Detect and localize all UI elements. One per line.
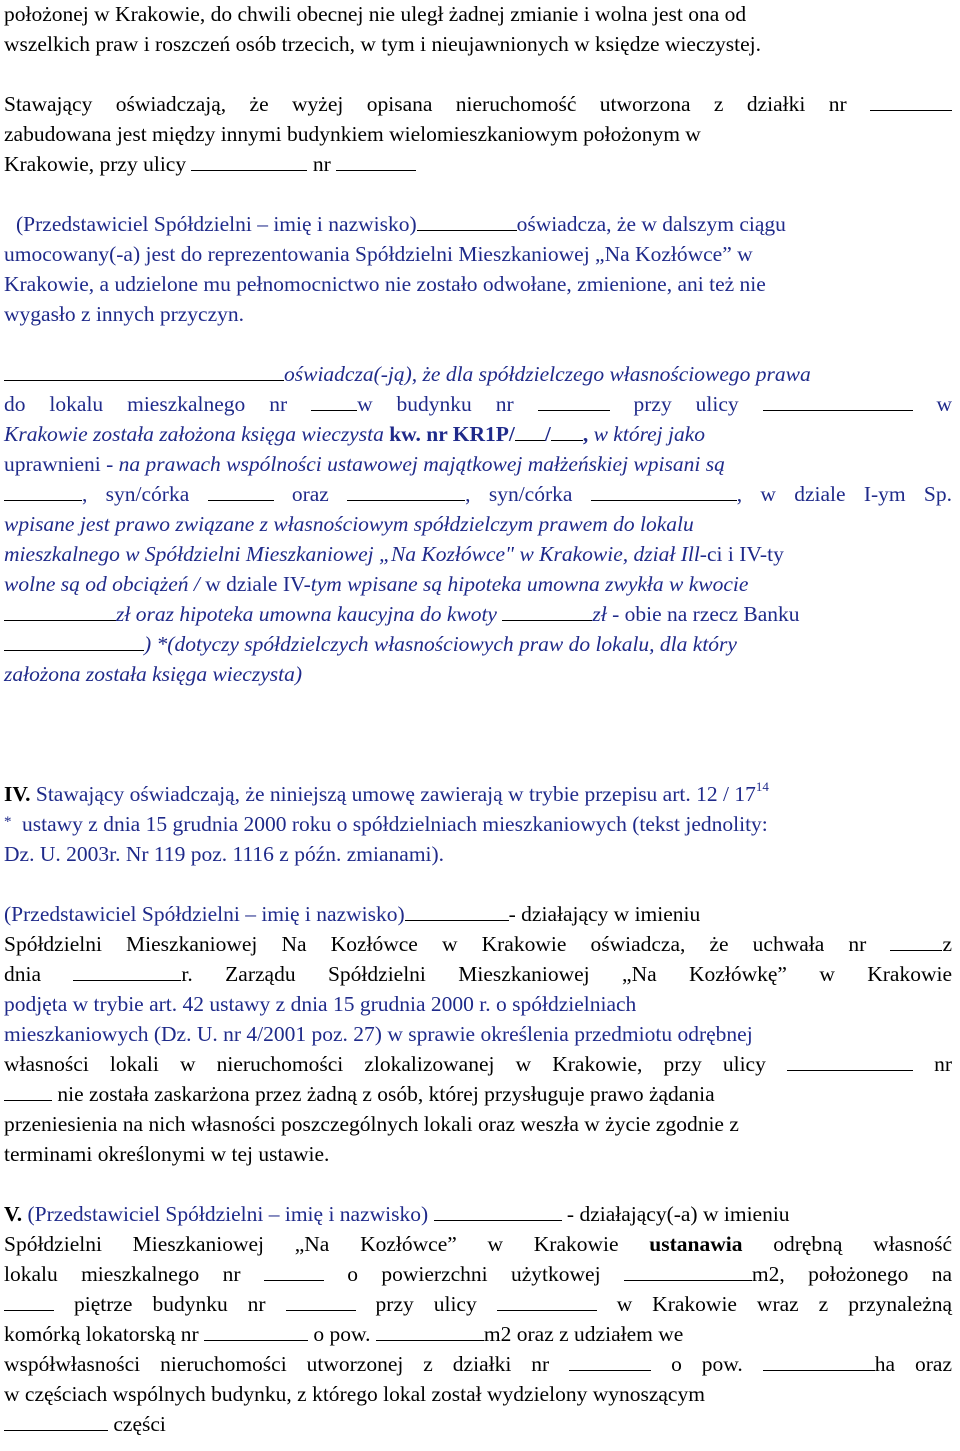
blank-field [551, 422, 583, 441]
text: Krakowie, przy ulicy [4, 152, 187, 176]
text: zł oraz hipoteka umowna kaucyjna do kwoty [116, 602, 497, 626]
blank-field [763, 392, 913, 411]
text: własności lokali w nieruchomości zlokalizowanej w Krakowie, przy ulicy [4, 1052, 766, 1076]
blank-field [4, 632, 144, 651]
text: dnia [4, 962, 42, 986]
text: mieszkaniowych (Dz. U. nr 4/2001 poz. 27) w sprawie określenia przedmiotu odrębnej [4, 1022, 753, 1046]
text: w której jako [593, 422, 706, 446]
text-line [4, 89, 952, 119]
text: o pow. [313, 1322, 371, 1346]
text: przy ulicy [375, 1292, 477, 1316]
text-line [4, 0, 952, 29]
text-line [4, 299, 952, 329]
blank-field [4, 1082, 52, 1101]
text: o powierzchni użytkowej [347, 1262, 601, 1286]
text: Krakowie została założona księga wieczysta [4, 422, 384, 446]
blank-field [502, 602, 592, 621]
text-line [4, 809, 952, 839]
blank-field [870, 92, 952, 111]
text-line [4, 1289, 952, 1319]
blank-field [347, 482, 465, 501]
text: - obie na rzecz Banku [612, 602, 800, 626]
text: o pow. [671, 1352, 743, 1376]
text-line [4, 929, 952, 959]
text-line [4, 1109, 952, 1139]
blank-field [311, 392, 357, 411]
blank-field [4, 602, 116, 621]
text: (Przedstawiciel Spółdzielni – imię i nazwisko) [27, 1202, 429, 1226]
text: oświadcza, że w dalszym ciągu [516, 212, 786, 236]
text: Stawający oświadczają, że niniejszą umowę zawierają w trybie przepisu art. 12 / 17 [35, 782, 756, 806]
text: - działający(-a) w imieniu [566, 1202, 790, 1226]
text: Krakowie, a udzielone mu pełnomocnictwo nie zostało odwołane, zmienione, ani też nie [4, 272, 766, 296]
text: zabudowana jest między innymi budynkiem wielomieszkaniowym położonym w [4, 122, 701, 146]
text-line [4, 29, 952, 59]
blank-field [264, 1262, 324, 1281]
text: do lokalu mieszkalnego nr [4, 392, 288, 416]
text: w Krakowie wraz z przynależną [616, 1292, 953, 1316]
text-line [4, 1379, 952, 1409]
text-line [4, 989, 952, 1019]
text-line [4, 779, 952, 809]
text-line [4, 659, 952, 689]
text: wygasło z innych przyczyn. [4, 302, 245, 326]
text-line [4, 209, 952, 239]
text: Stawający oświadczają, że wyżej opisana nieruchomość utworzona z działki nr [4, 92, 847, 116]
text: umocowany(-a) jest do reprezentowania Spółdzielni Mieszkaniowej „Na Kozłówce” w [4, 242, 753, 266]
text: m2, położonego na [751, 1262, 953, 1286]
text: ) [144, 632, 152, 656]
text-line [4, 539, 952, 569]
text: , w dziale I-ym Sp. [736, 482, 953, 506]
text: podjęta w trybie art. 42 ustawy z dnia 15 grudnia 2000 r. o spółdzielniach [4, 992, 637, 1016]
blank-field [4, 1412, 108, 1431]
text: w budynku nr [357, 392, 514, 416]
text: ustawy z dnia 15 grudnia 2000 roku o spółdzielniach mieszkaniowych (tekst jednolity: [22, 812, 768, 836]
text: tym wpisane są hipoteka umowna zwykła w kwocie [310, 572, 749, 596]
text: , [582, 422, 589, 446]
section-number: V. [4, 1202, 23, 1226]
blank-field [204, 1322, 308, 1341]
text-line [4, 419, 952, 449]
text: ci i IV-ty [706, 542, 784, 566]
text-line [4, 1079, 952, 1109]
blank-field [434, 1202, 562, 1221]
blank-field [538, 392, 610, 411]
text-line [4, 389, 952, 419]
blank-field [515, 422, 545, 441]
blank-field [4, 482, 82, 501]
text: odrębną własność [773, 1232, 952, 1256]
text: *(dotyczy spółdzielczych własnościowych praw do lokalu, dla który [156, 632, 737, 656]
text-line [4, 449, 952, 479]
text: oświadcza(-ją), że dla spółdzielczego własnościowego prawa [284, 362, 811, 386]
blank-field [336, 152, 416, 171]
text: , syn/córka [465, 482, 573, 506]
text: przeniesienia na nich własności poszczególnych lokali oraz weszła w życie zgodnie z [4, 1112, 739, 1136]
blank-field [4, 362, 284, 381]
text-line [4, 599, 952, 629]
text: piętrze budynku nr [73, 1292, 266, 1316]
blank-field [763, 1352, 875, 1371]
superscript: 14 [755, 779, 769, 794]
footnote-mark: * [4, 814, 12, 830]
text-line [4, 899, 952, 929]
blank-field [591, 482, 737, 501]
text: części [113, 1412, 166, 1436]
text: - działający w imieniu [508, 902, 701, 926]
text-line [4, 1409, 952, 1439]
text: w [936, 392, 953, 416]
text-line [4, 149, 952, 179]
blank-field [73, 962, 181, 981]
text: wszelkich praw i roszczeń osób trzecich, w tym i nieujawnionych w księdze wieczystej. [4, 32, 762, 56]
text: komórką lokatorską nr [4, 1322, 199, 1346]
text: Spółdzielni Mieszkaniowej Na Kozłówce w Krakowie oświadcza, że uchwała nr [4, 932, 867, 956]
blank-field [286, 1292, 356, 1311]
blank-field [890, 932, 942, 951]
text: wpisane jest prawo związane z własnościowym spółdzielczym prawem do lokalu [4, 512, 694, 536]
blank-field [624, 1262, 752, 1281]
blank-field [787, 1052, 913, 1071]
text-line [4, 959, 952, 989]
text: Spółdzielni Mieszkaniowej „Na Kozłówce” w Krakowie [4, 1232, 619, 1256]
text-line [4, 269, 952, 299]
text-line [4, 479, 952, 509]
text: Dz. U. 2003r. Nr 119 poz. 1116 z późn. zmianami). [4, 842, 445, 866]
text-line [4, 839, 952, 869]
text-line [4, 239, 952, 269]
blank-field [569, 1352, 651, 1371]
text-line [4, 1049, 952, 1079]
text: w częściach wspólnych budynku, z którego lokal został wydzielony wynoszącym [4, 1382, 705, 1406]
text: położonej w Krakowie, do chwili obecnej nie uległ żadnej zmianie i wolna jest ona od [4, 2, 747, 26]
text-line [4, 1019, 952, 1049]
text: mieszkalnego w Spółdzielni Mieszkaniowej „Na Kozłówce" w Krakowie, dział Ill- [4, 542, 707, 566]
text: (Przedstawiciel Spółdzielni – imię i nazwisko) [4, 902, 405, 926]
text: kw. [389, 422, 421, 446]
text: na prawach wspólności ustawowej majątkowej małżeńskiej wpisani są [118, 452, 725, 476]
text: (Przedstawiciel Spółdzielni – imię i nazwisko) [16, 212, 417, 236]
text: współwłasności nieruchomości utworzonej z działki nr [4, 1352, 550, 1376]
text: nr [312, 152, 331, 176]
text: w dziale IV- [205, 572, 311, 596]
blank-field [208, 482, 274, 501]
text-line [4, 1319, 952, 1349]
text-line [4, 1139, 952, 1169]
text: m2 oraz z udziałem we [483, 1322, 684, 1346]
text: nie została zaskarżona przez żadną z osób, której przysługuje prawo żądania [57, 1082, 715, 1106]
document-page [4, 0, 952, 1439]
text: założona została księga wieczysta) [4, 662, 302, 686]
text: r. Zarządu Spółdzielni Mieszkaniowej „Na Kozłówkę” w Krakowie [181, 962, 953, 986]
text: , syn/córka [82, 482, 190, 506]
text-line [4, 119, 952, 149]
text: wolne są od obciążeń / [4, 572, 200, 596]
text: z [942, 932, 952, 956]
text-line [4, 1199, 952, 1229]
text-line [4, 569, 952, 599]
blank-field [191, 152, 307, 171]
text: terminami określonymi w tej ustawie. [4, 1142, 330, 1166]
text: nr [934, 1052, 953, 1076]
text: lokalu mieszkalnego nr [4, 1262, 241, 1286]
blank-field [4, 1292, 54, 1311]
blank-field [417, 212, 517, 231]
section-number: IV. [4, 782, 31, 806]
text: oraz [291, 482, 329, 506]
text: uprawnieni - [4, 452, 114, 476]
blank-field [405, 902, 509, 921]
text: przy ulicy [633, 392, 739, 416]
text-line [4, 509, 952, 539]
text-line [4, 359, 952, 389]
text: / [544, 422, 551, 446]
text: nr KR1P/ [426, 422, 515, 446]
blank-field [376, 1322, 484, 1341]
text: ha oraz [874, 1352, 952, 1376]
text: zł [592, 602, 607, 626]
text-line [4, 1349, 952, 1379]
blank-field [497, 1292, 597, 1311]
text: ustanawia [649, 1232, 743, 1256]
text-line [4, 1259, 952, 1289]
text-line [4, 1229, 952, 1259]
text-line [4, 629, 952, 659]
